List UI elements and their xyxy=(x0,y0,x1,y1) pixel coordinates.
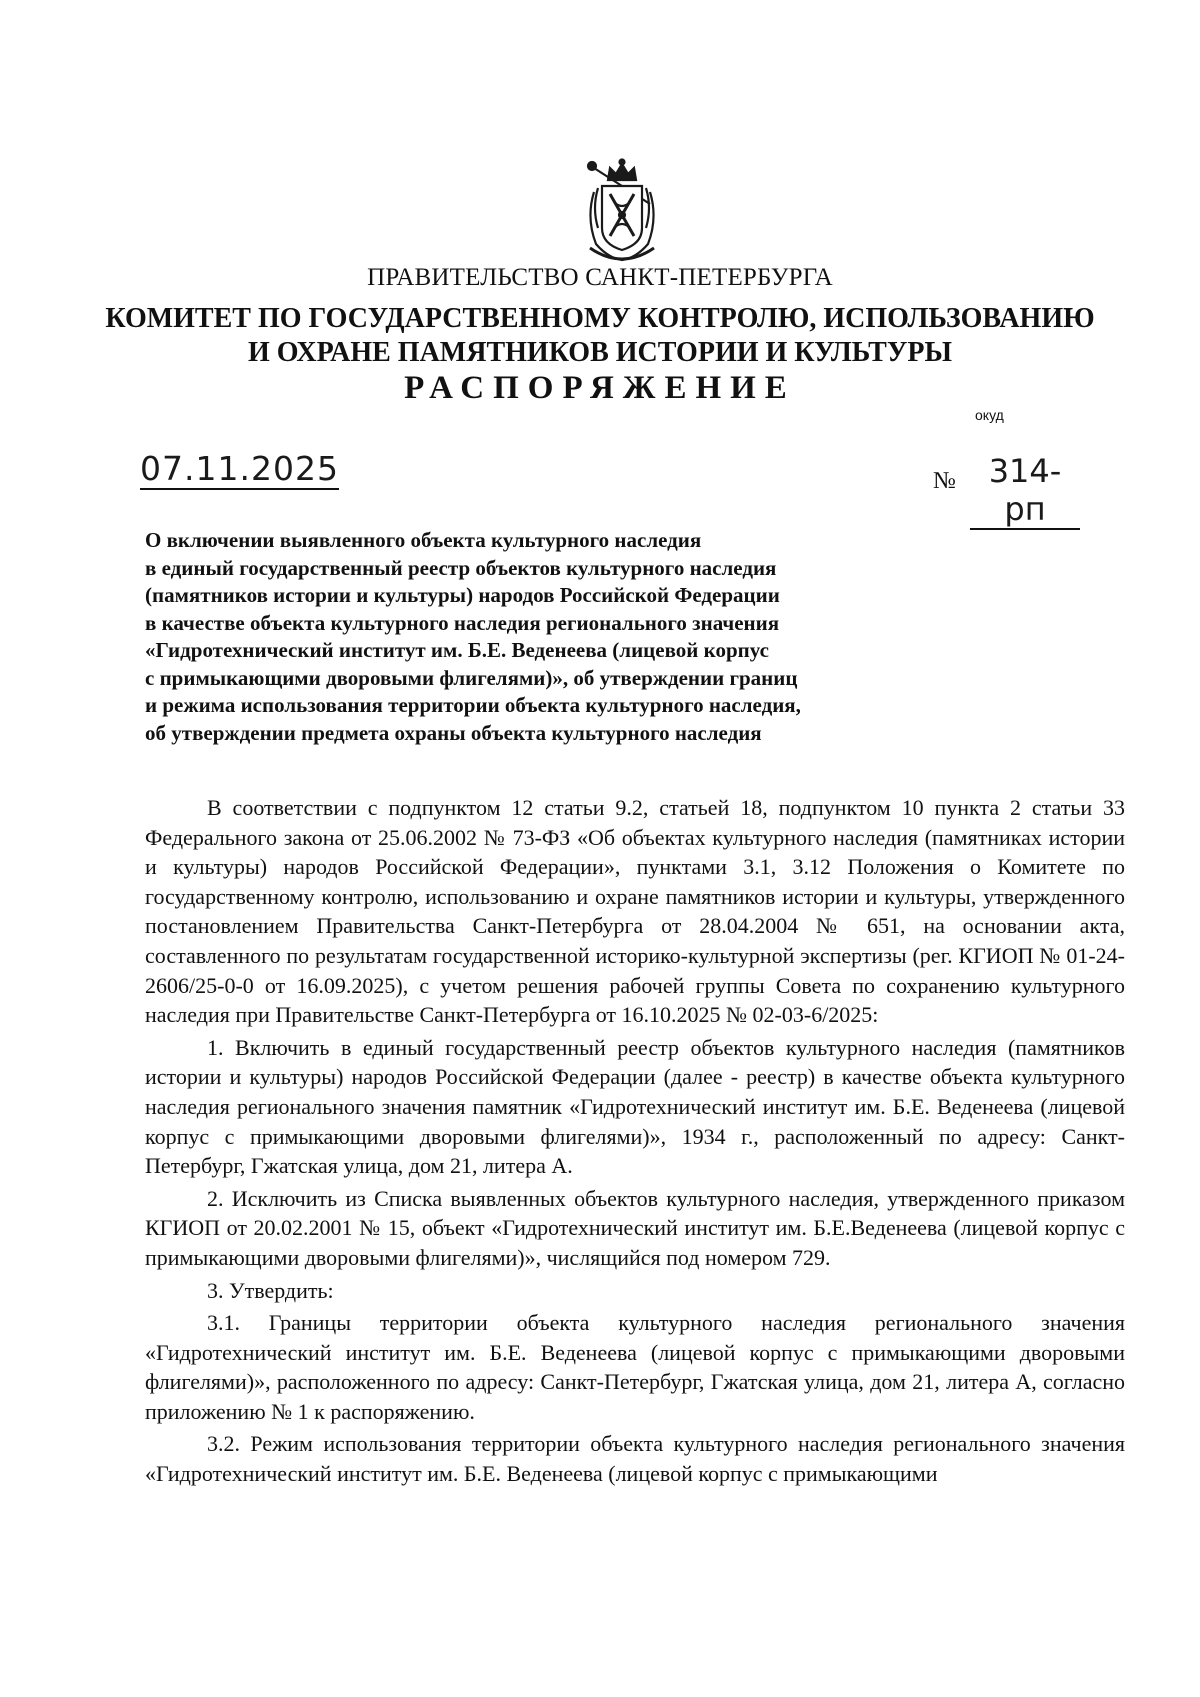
document-body xyxy=(145,793,1125,1492)
subject-line: (памятников истории и культуры) народов Российской Федерации xyxy=(145,583,780,607)
government-name: ПРАВИТЕЛЬСТВО САНКТ-ПЕТЕРБУРГА xyxy=(367,264,833,291)
subject-line: О включении выявленного объекта культурного наследия xyxy=(145,528,702,552)
document-type: РАСПОРЯЖЕНИЕ xyxy=(404,370,796,406)
body-paragraph: 3.2. Режим использования территории объекта культурного наследия регионального значения «Гидротехнический институт им. Б.Е. Веденеева (лицевой корпус с примыкающими xyxy=(145,1431,1125,1487)
okud-label: окуд xyxy=(975,407,1004,423)
body-paragraph: 2. Исключить из Списка выявленных объектов культурного наследия, утвержденного приказом КГИОП от 20.02.2001 № 15, объект «Гидротехнический институт им. Б.Е.Веденеева (лицевой корпус с примыкающими дворовыми флигелями)», числящийся под номером 729. xyxy=(145,1185,1125,1270)
committee-name-line1: КОМИТЕТ ПО ГОСУДАРСТВЕННОМУ КОНТРОЛЮ, ИСПОЛЬЗОВАНИЮ xyxy=(105,303,1095,334)
body-paragraph: В соответствии с подпунктом 12 статьи 9.2, статьей 18, подпунктом 10 пункта 2 статьи 33 Федерального закона от 25.06.2002 № 73-ФЗ «Об объектах культурного наследия (памятниках истории и культуры) народов Российской Федерации», пунктами 3.1, 3.12 Положения о Комитете по государственному контролю, использованию и охране памятников истории и культуры, утвержденного постановлением Правительства Санкт-Петербурга от 28.04.2004 № 651, на основании акта, составленного по результатам государственной историко-культурной экспертизы (рег. КГИОП № 01-24-2606/25-0-0 от 16.09.2025), с учетом решения рабочей группы Совета по сохранению культурного наследия при Правительстве Санкт-Петербурга от 16.10.2025 № 02-03-6/2025: xyxy=(145,795,1125,1028)
subject-line: в качестве объекта культурного наследия регионального значения xyxy=(145,610,780,635)
document-subject xyxy=(145,527,965,747)
number-label: № xyxy=(933,468,956,494)
body-paragraph: 1. Включить в единый государственный реестр объектов культурного наследия (памятников истории и культуры) народов Российской Федерации (далее - реестр) в качестве объекта культурного наследия регионального значения памятник «Гидротехнический институт им. Б.Е. Веденеева (лицевой корпус с примыкающими дворовыми флигелями)», 1934 г., расположенный по адресу: Санкт-Петербург, Гжатская улица, дом 21, литера А. xyxy=(145,1034,1125,1179)
body-paragraph: 3. Утвердить: xyxy=(207,1277,334,1303)
subject-line: «Гидротехнический институт им. Б.Е. Веденеева (лицевой корпус xyxy=(145,638,769,662)
document-date: 07.11.2025 xyxy=(140,449,339,488)
subject-line: в единый государственный реестр объектов культурного наследия xyxy=(145,555,777,580)
subject-line: с примыкающими дворовыми флигелями)», об утверждении границ xyxy=(145,665,798,690)
coat-of-arms-icon xyxy=(580,158,664,266)
subject-line: и режима использования территории объекта культурного наследия, xyxy=(145,693,801,717)
committee-name-line2: И ОХРАНЕ ПАМЯТНИКОВ ИСТОРИИ И КУЛЬТУРЫ xyxy=(248,337,952,368)
subject-line: об утверждении предмета охраны объекта культурного наследия xyxy=(145,720,762,745)
body-paragraph: 3.1. Границы территории объекта культурного наследия регионального значения «Гидротехнический институт им. Б.Е. Веденеева (лицевой корпус с примыкающими дворовыми флигелями)», расположенного по адресу: Санкт-Петербург, Гжатская улица, дом 21, литера А, согласно приложению № 1 к распоряжению. xyxy=(145,1310,1125,1424)
document-number: 314-рп xyxy=(970,452,1080,530)
committee-name xyxy=(0,302,1200,370)
